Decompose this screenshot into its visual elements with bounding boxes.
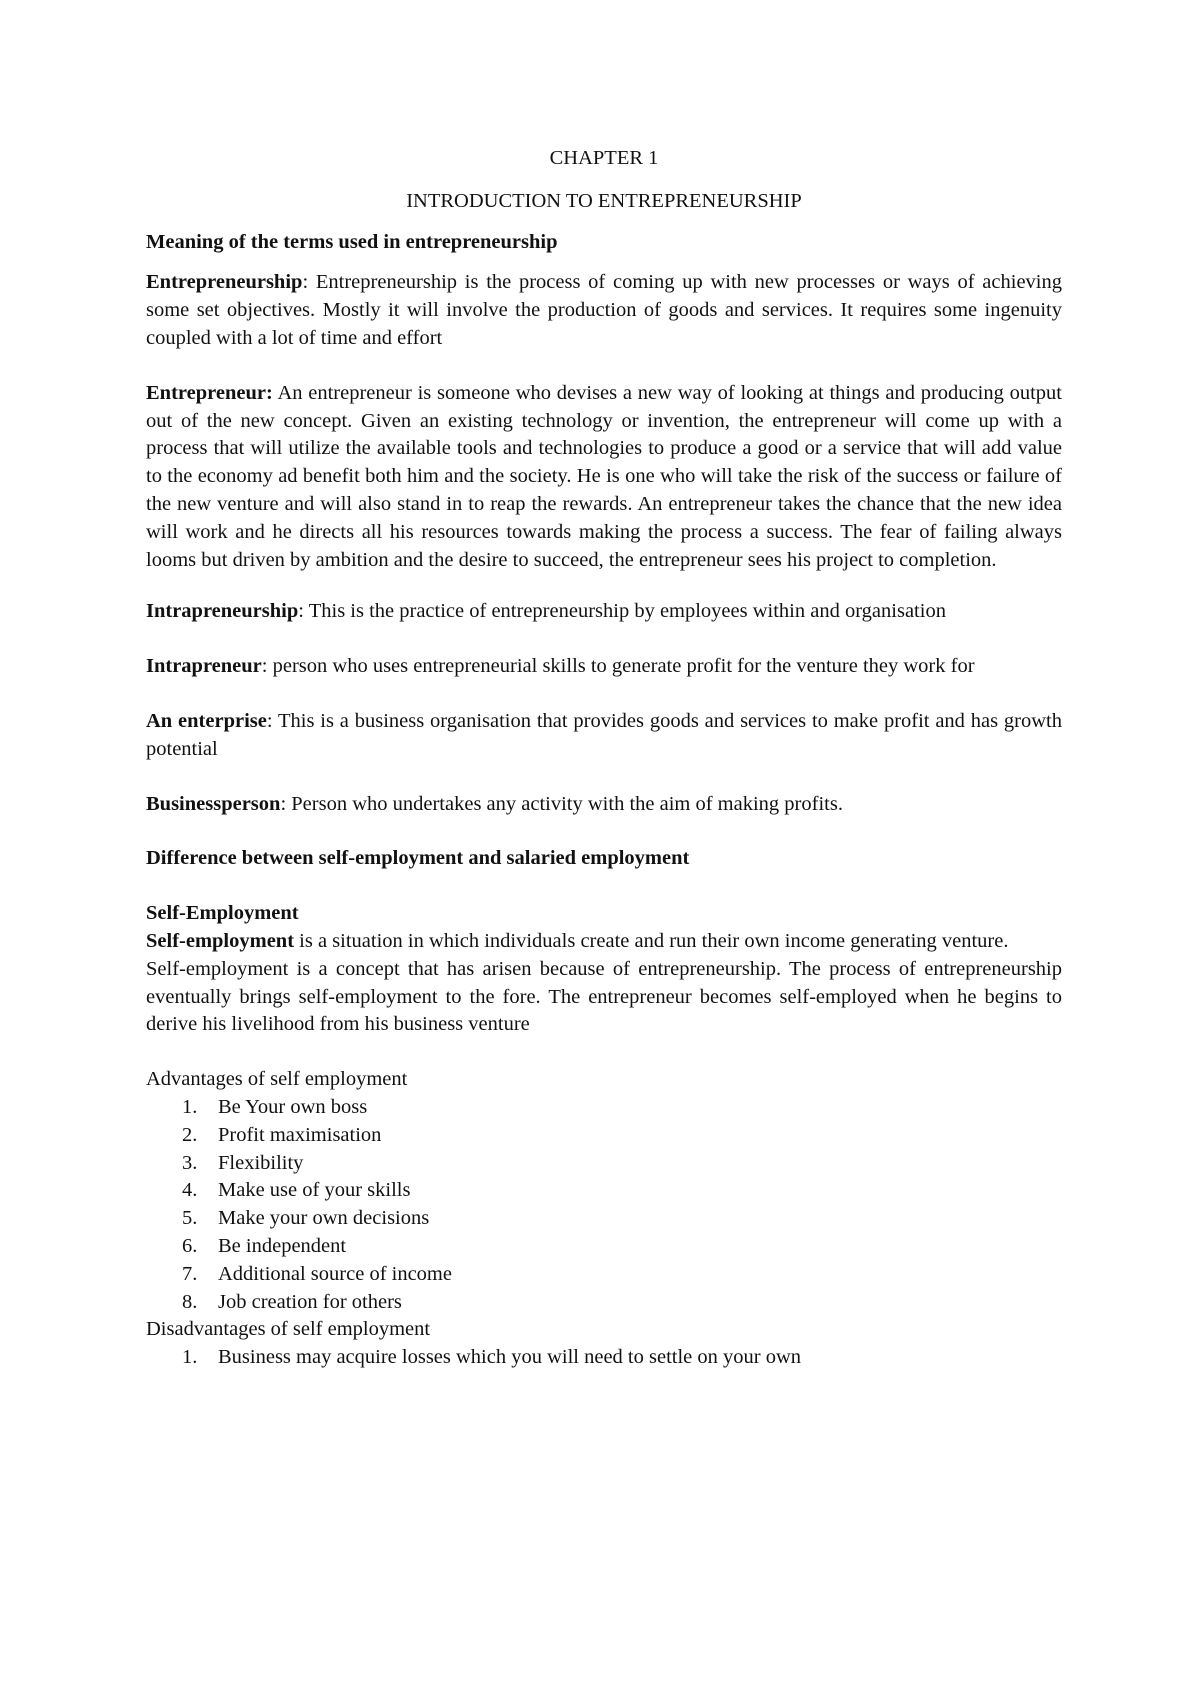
definition-text: is a situation in which individuals create and run their own income generating venture. xyxy=(294,929,1009,952)
definition-term: An enterprise xyxy=(146,709,267,732)
definition-sep: : xyxy=(266,709,273,732)
list-text: Job creation for others xyxy=(218,1290,402,1313)
self-employment-heading: Self-Employment xyxy=(146,902,299,925)
definition-text: This is a business organisation that provides goods and services to make profit and has growth potential xyxy=(146,709,1062,760)
document-page xyxy=(146,145,1062,1372)
definition-sep: : xyxy=(302,271,309,294)
list-number: 6. xyxy=(182,1234,198,1257)
list-text: Be Your own boss xyxy=(218,1095,368,1118)
list-item xyxy=(182,1177,1062,1205)
list-text: Additional source of income xyxy=(218,1262,452,1285)
definition-sep: : xyxy=(280,792,287,815)
definition-term: Businessperson xyxy=(146,792,281,815)
list-text: Be independent xyxy=(218,1234,347,1257)
definition-text: This is the practice of entrepreneurship by employees within and organisation xyxy=(303,600,946,623)
list-item xyxy=(182,1150,1062,1178)
list-item xyxy=(182,1261,1062,1289)
list-text: Business may acquire losses which you will need to settle on your own xyxy=(218,1346,802,1369)
disadvantages-list xyxy=(146,1344,1062,1372)
self-employment-paragraph: Self-employment is a concept that has arisen because of entrepreneurship. The process of entrepreneurship eventually brings self-employment to the fore. The entrepreneur becomes self-employed when he begins to derive his livelihood from his business venture xyxy=(146,957,1062,1036)
list-number: 1. xyxy=(182,1346,198,1369)
definition-text: An entrepreneur is someone who devises a new way of looking at things and producing output out of the new concept. Given an existing technology or invention, the entrepreneur will come up with a process that will utilize the available tools and technologies to produce a good or a service that will add value to the economy ad benefit both him and the society. He is one who will take the risk of the success or failure of the new venture and will also stand in to reap the rewards. An entrepreneur takes the chance that the new idea will work and he directs all his resources towards making the process a success. The fear of failing always looms but driven by ambition and the desire to succeed, the entrepreneur sees his project to completion. xyxy=(146,381,1062,571)
list-item xyxy=(182,1344,1062,1372)
chapter-number: CHAPTER 1 xyxy=(549,147,659,169)
disadvantages-heading: Disadvantages of self employment xyxy=(146,1318,431,1341)
definition-intrapreneurship xyxy=(146,598,1062,626)
list-text: Make use of your skills xyxy=(218,1179,411,1202)
definition-businessperson xyxy=(146,791,1062,819)
list-number: 5. xyxy=(182,1207,198,1230)
list-text: Profit maximisation xyxy=(218,1123,382,1146)
list-item xyxy=(182,1233,1062,1261)
definition-intrapreneur xyxy=(146,653,1062,681)
definition-text: Person who undertakes any activity with the aim of making profits. xyxy=(286,792,843,815)
definition-entrepreneurship xyxy=(146,269,1062,352)
list-number: 8. xyxy=(182,1290,198,1313)
definition-term: Intrapreneurship xyxy=(146,600,299,623)
list-text: Make your own decisions xyxy=(218,1207,430,1230)
definition-text: Entrepreneurship is the process of coming up with new processes or ways of achieving some set objectives. Mostly it will involve the production of goods and services. It requires some ingenuity coupled with a lot of time and effort xyxy=(146,271,1062,349)
list-item xyxy=(182,1205,1062,1233)
list-number: 2. xyxy=(182,1123,198,1146)
definition-text: person who uses entrepreneurial skills to generate profit for the venture they work for xyxy=(267,655,975,678)
list-item xyxy=(182,1094,1062,1122)
list-number: 1. xyxy=(182,1095,198,1118)
advantages-heading: Advantages of self employment xyxy=(146,1068,408,1091)
list-text: Flexibility xyxy=(218,1151,304,1174)
list-number: 7. xyxy=(182,1262,198,1285)
definition-term: Intrapreneur xyxy=(146,655,262,678)
self-employment-definition xyxy=(146,928,1062,956)
advantages-list xyxy=(146,1094,1062,1316)
definition-sep: : xyxy=(261,655,268,678)
list-number: 4. xyxy=(182,1179,198,1202)
definition-term: Entrepreneurship xyxy=(146,271,303,294)
list-item xyxy=(182,1289,1062,1317)
list-item xyxy=(182,1122,1062,1150)
list-number: 3. xyxy=(182,1151,198,1174)
definition-sep: : xyxy=(298,600,304,623)
definition-term: Entrepreneur: xyxy=(146,381,273,404)
section-heading-terms: Meaning of the terms used in entrepreneurship xyxy=(146,230,558,253)
section-heading-employment: Difference between self-employment and salaried employment xyxy=(146,847,690,870)
definition-enterprise xyxy=(146,708,1062,764)
definition-entrepreneur xyxy=(146,380,1062,575)
definition-term: Self-employment xyxy=(146,929,295,952)
chapter-title: INTRODUCTION TO ENTREPRENEURSHIP xyxy=(406,189,802,212)
